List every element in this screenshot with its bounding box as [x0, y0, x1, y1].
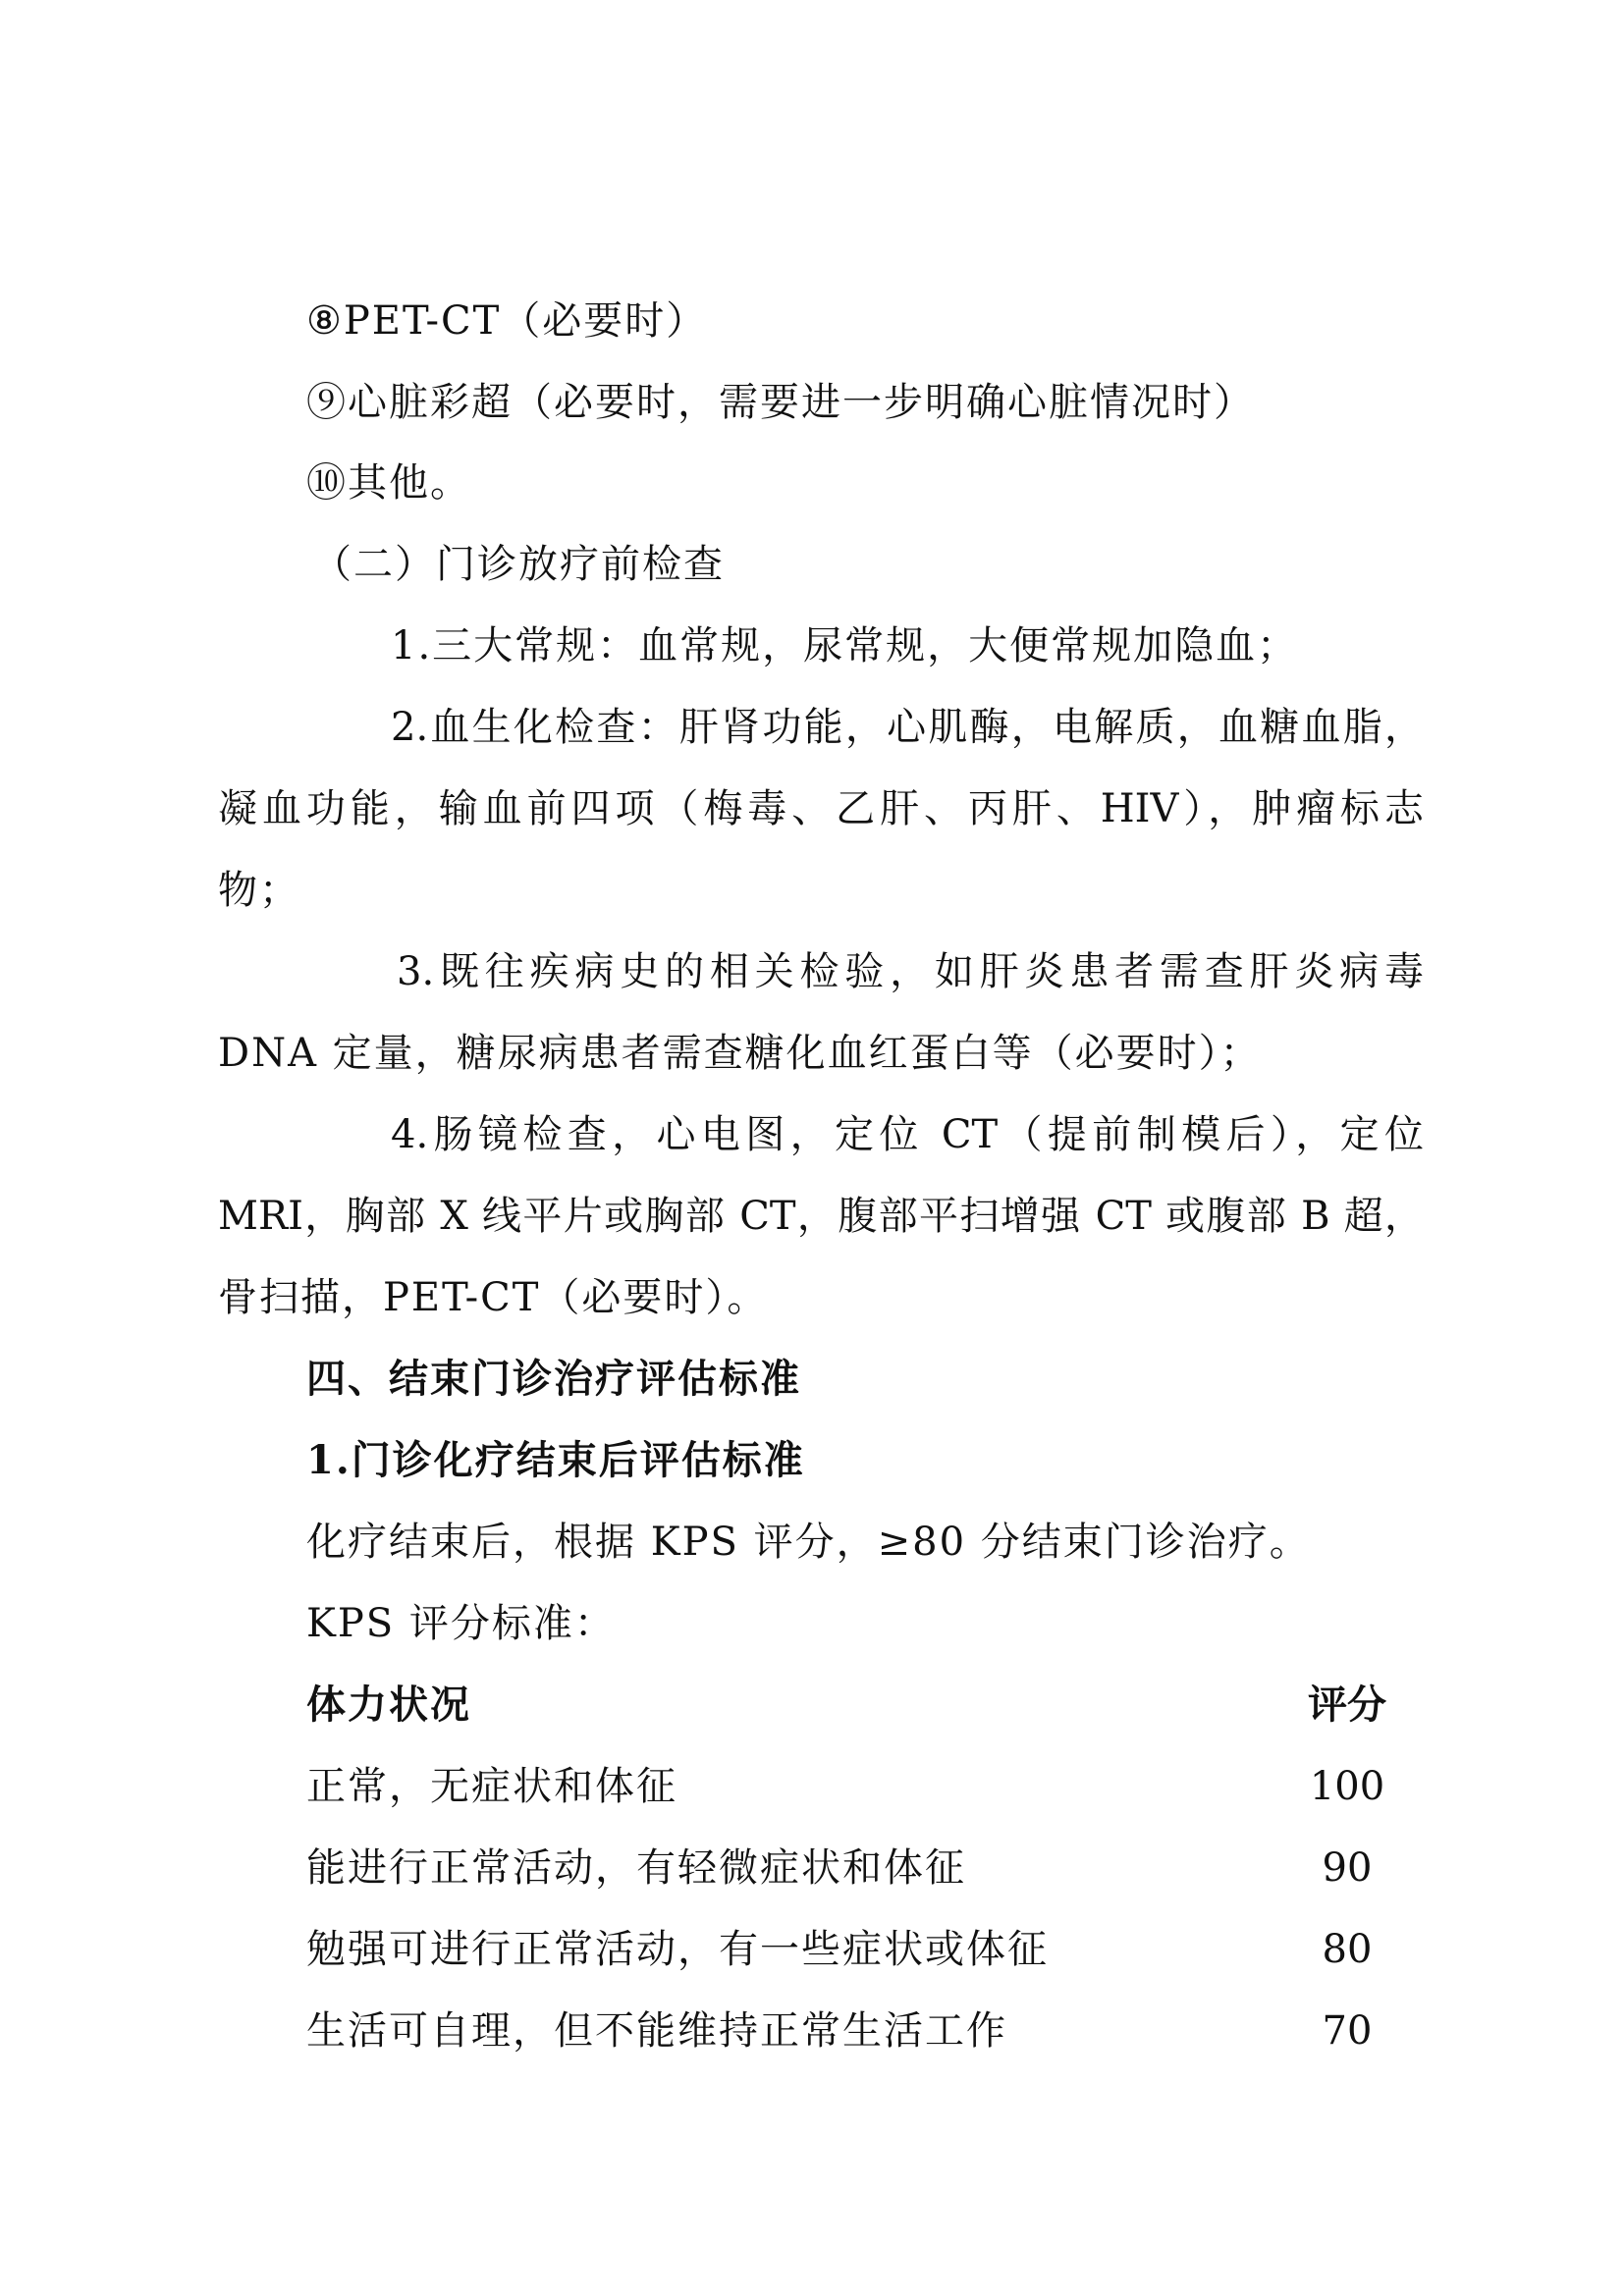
paragraph-imaging-line1: 4.肠镜检查，心电图，定位 CT（提前制模后），定位	[391, 1112, 1424, 1157]
list-item-8: ⑧PET-CT（必要时）	[306, 298, 708, 344]
subheading-chemo-evaluation: 1.门诊化疗结束后评估标准	[306, 1437, 805, 1483]
kps-table-header	[306, 1682, 1406, 1729]
paragraph-blood-chemistry-line2: 凝血功能，输血前四项（梅毒、乙肝、丙肝、HIV），肿瘤标志	[218, 786, 1424, 831]
section-heading-outpatient-radiotherapy: （二）门诊放疗前检查	[312, 542, 725, 587]
paragraph-imaging-line2: MRI，胸部 X 线平片或胸部 CT，腹部平扫增强 CT 或腹部 B 超，	[218, 1194, 1424, 1239]
kps-condition: 勉强可进行正常活动，有一些症状或体征	[306, 1927, 1049, 1972]
kps-score: 80	[1322, 1927, 1373, 1972]
table-row	[306, 2007, 1406, 2055]
table-row	[306, 1763, 1406, 1810]
kps-score: 100	[1309, 1764, 1385, 1809]
paragraph-imaging-line3: 骨扫描，PET-CT（必要时）。	[218, 1275, 769, 1320]
kps-condition: 能进行正常活动，有轻微症状和体征	[306, 1845, 966, 1891]
paragraph-blood-chemistry-line1: 2.血生化检查：肝肾功能，心肌酶，电解质，血糖血脂，	[391, 705, 1424, 750]
table-row	[306, 1844, 1406, 1892]
kps-condition: 正常，无症状和体征	[306, 1764, 677, 1809]
kps-score: 90	[1322, 1845, 1373, 1891]
kps-score: 70	[1322, 2008, 1373, 2054]
kps-header-condition: 体力状况	[306, 1682, 471, 1728]
paragraph-history-tests-line1: 3.既往疾病史的相关检验，如肝炎患者需查肝炎病毒	[397, 949, 1424, 994]
paragraph-kps-criterion: 化疗结束后，根据 KPS 评分，≥80 分结束门诊治疗。	[306, 1520, 1311, 1565]
paragraph-history-tests-line2: DNA 定量，糖尿病患者需查糖化血红蛋白等（必要时）；	[218, 1031, 1262, 1076]
list-item-10: ⑩其他。	[306, 460, 471, 506]
section-heading-evaluation-criteria: 四、结束门诊治疗评估标准	[306, 1356, 801, 1402]
kps-condition: 生活可自理，但不能维持正常生活工作	[306, 2008, 1007, 2054]
table-row	[306, 1926, 1406, 1973]
kps-header-score: 评分	[1308, 1682, 1386, 1728]
list-item-9: ⑨心脏彩超（必要时，需要进一步明确心脏情况时）	[306, 380, 1255, 425]
paragraph-blood-chemistry-line3: 物；	[218, 868, 300, 913]
paragraph-routine-tests: 1.三大常规：血常规，尿常规，大便常规加隐血；	[391, 623, 1299, 668]
kps-table-caption: KPS 评分标准：	[306, 1601, 616, 1646]
